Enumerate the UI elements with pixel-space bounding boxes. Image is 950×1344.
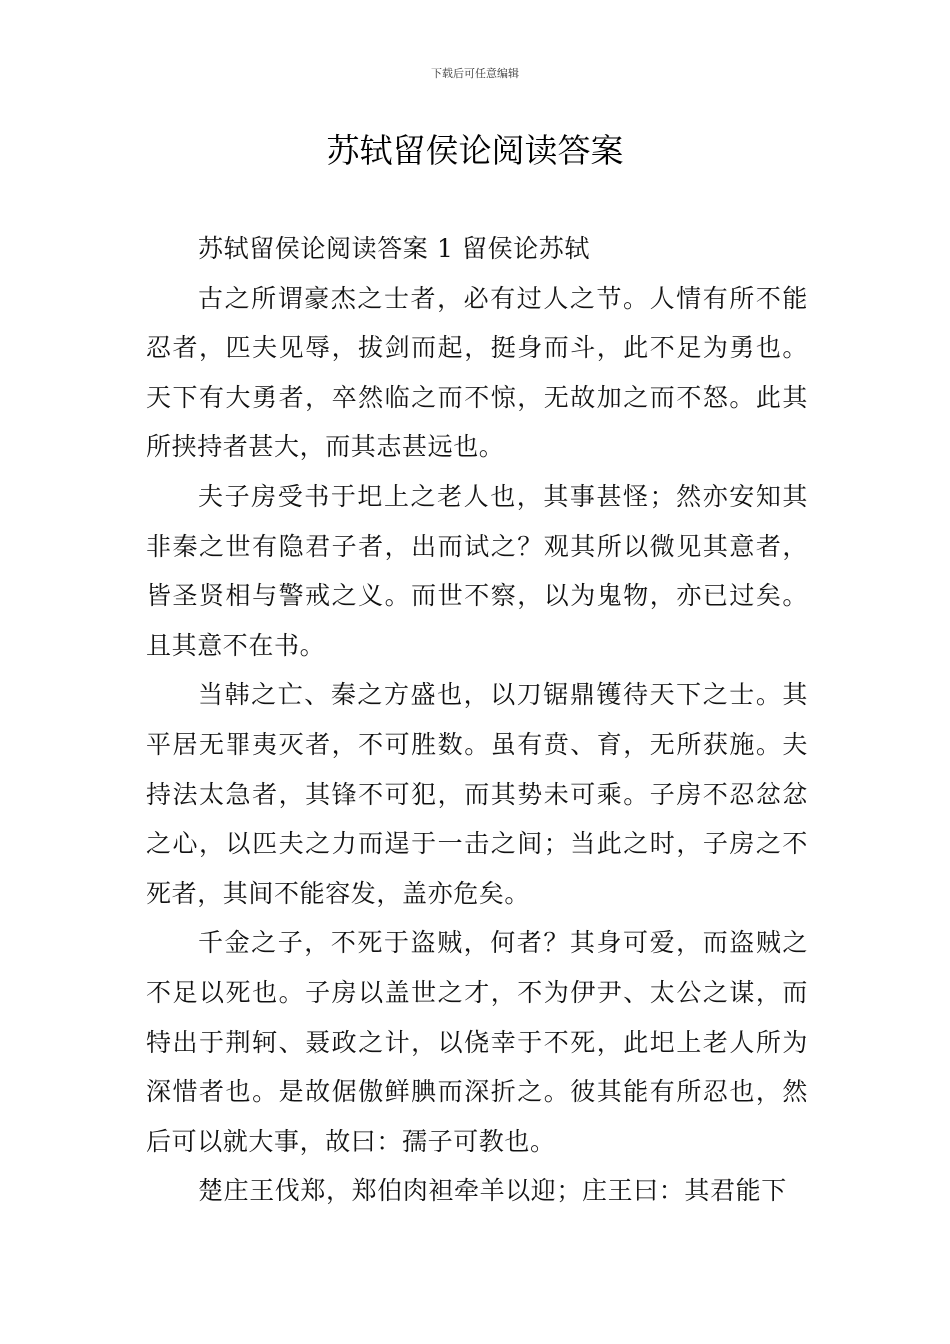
paragraph: 古之所谓豪杰之士者，必有过人之节。人情有所不能忍者，匹夫见辱，拔剑而起，挺身而斗，此不足为勇也。天下有大勇者，卒然临之而不惊，无故加之而不怒。此其所挟持者甚大，而其志甚远也。 bbox=[146, 283, 808, 462]
document-body bbox=[146, 224, 808, 1216]
header-note: 下载后可任意编辑 bbox=[431, 67, 519, 80]
paragraph: 夫子房受书于圯上之老人也，其事甚怪；然亦安知其非秦之世有隐君子者，出而试之？观其所以微见其意者，皆圣贤相与警戒之义。而世不察，以为鬼物，亦已过矣。且其意不在书。 bbox=[146, 481, 808, 660]
paragraph: 千金之子，不死于盗贼，何者？其身可爱，而盗贼之不足以死也。子房以盖世之才，不为伊尹、太公之谋，而特出于荆轲、聂政之计，以侥幸于不死，此圯上老人所为深惜者也。是故倨傲鲜腆而深折之。彼其能有所忍也，然后可以就大事，故曰：孺子可教也。 bbox=[146, 928, 808, 1156]
paragraph-subtitle: 苏轼留侯论阅读答案 1 留侯论苏轼 bbox=[198, 234, 591, 263]
paragraph: 当韩之亡、秦之方盛也，以刀锯鼎镬待天下之士。其平居无罪夷灭者，不可胜数。虽有贲、育，无所获施。夫持法太急者，其锋不可犯，而其势未可乘。子房不忍忿忿之心，以匹夫之力而逞于一击之间；当此之时，子房之不死者，其间不能容发，盖亦危矣。 bbox=[146, 680, 808, 908]
document-title: 苏轼留侯论阅读答案 bbox=[326, 131, 624, 170]
paragraph: 楚庄王伐郑，郑伯肉袒牵羊以迎；庄王曰：其君能下 bbox=[198, 1176, 787, 1206]
